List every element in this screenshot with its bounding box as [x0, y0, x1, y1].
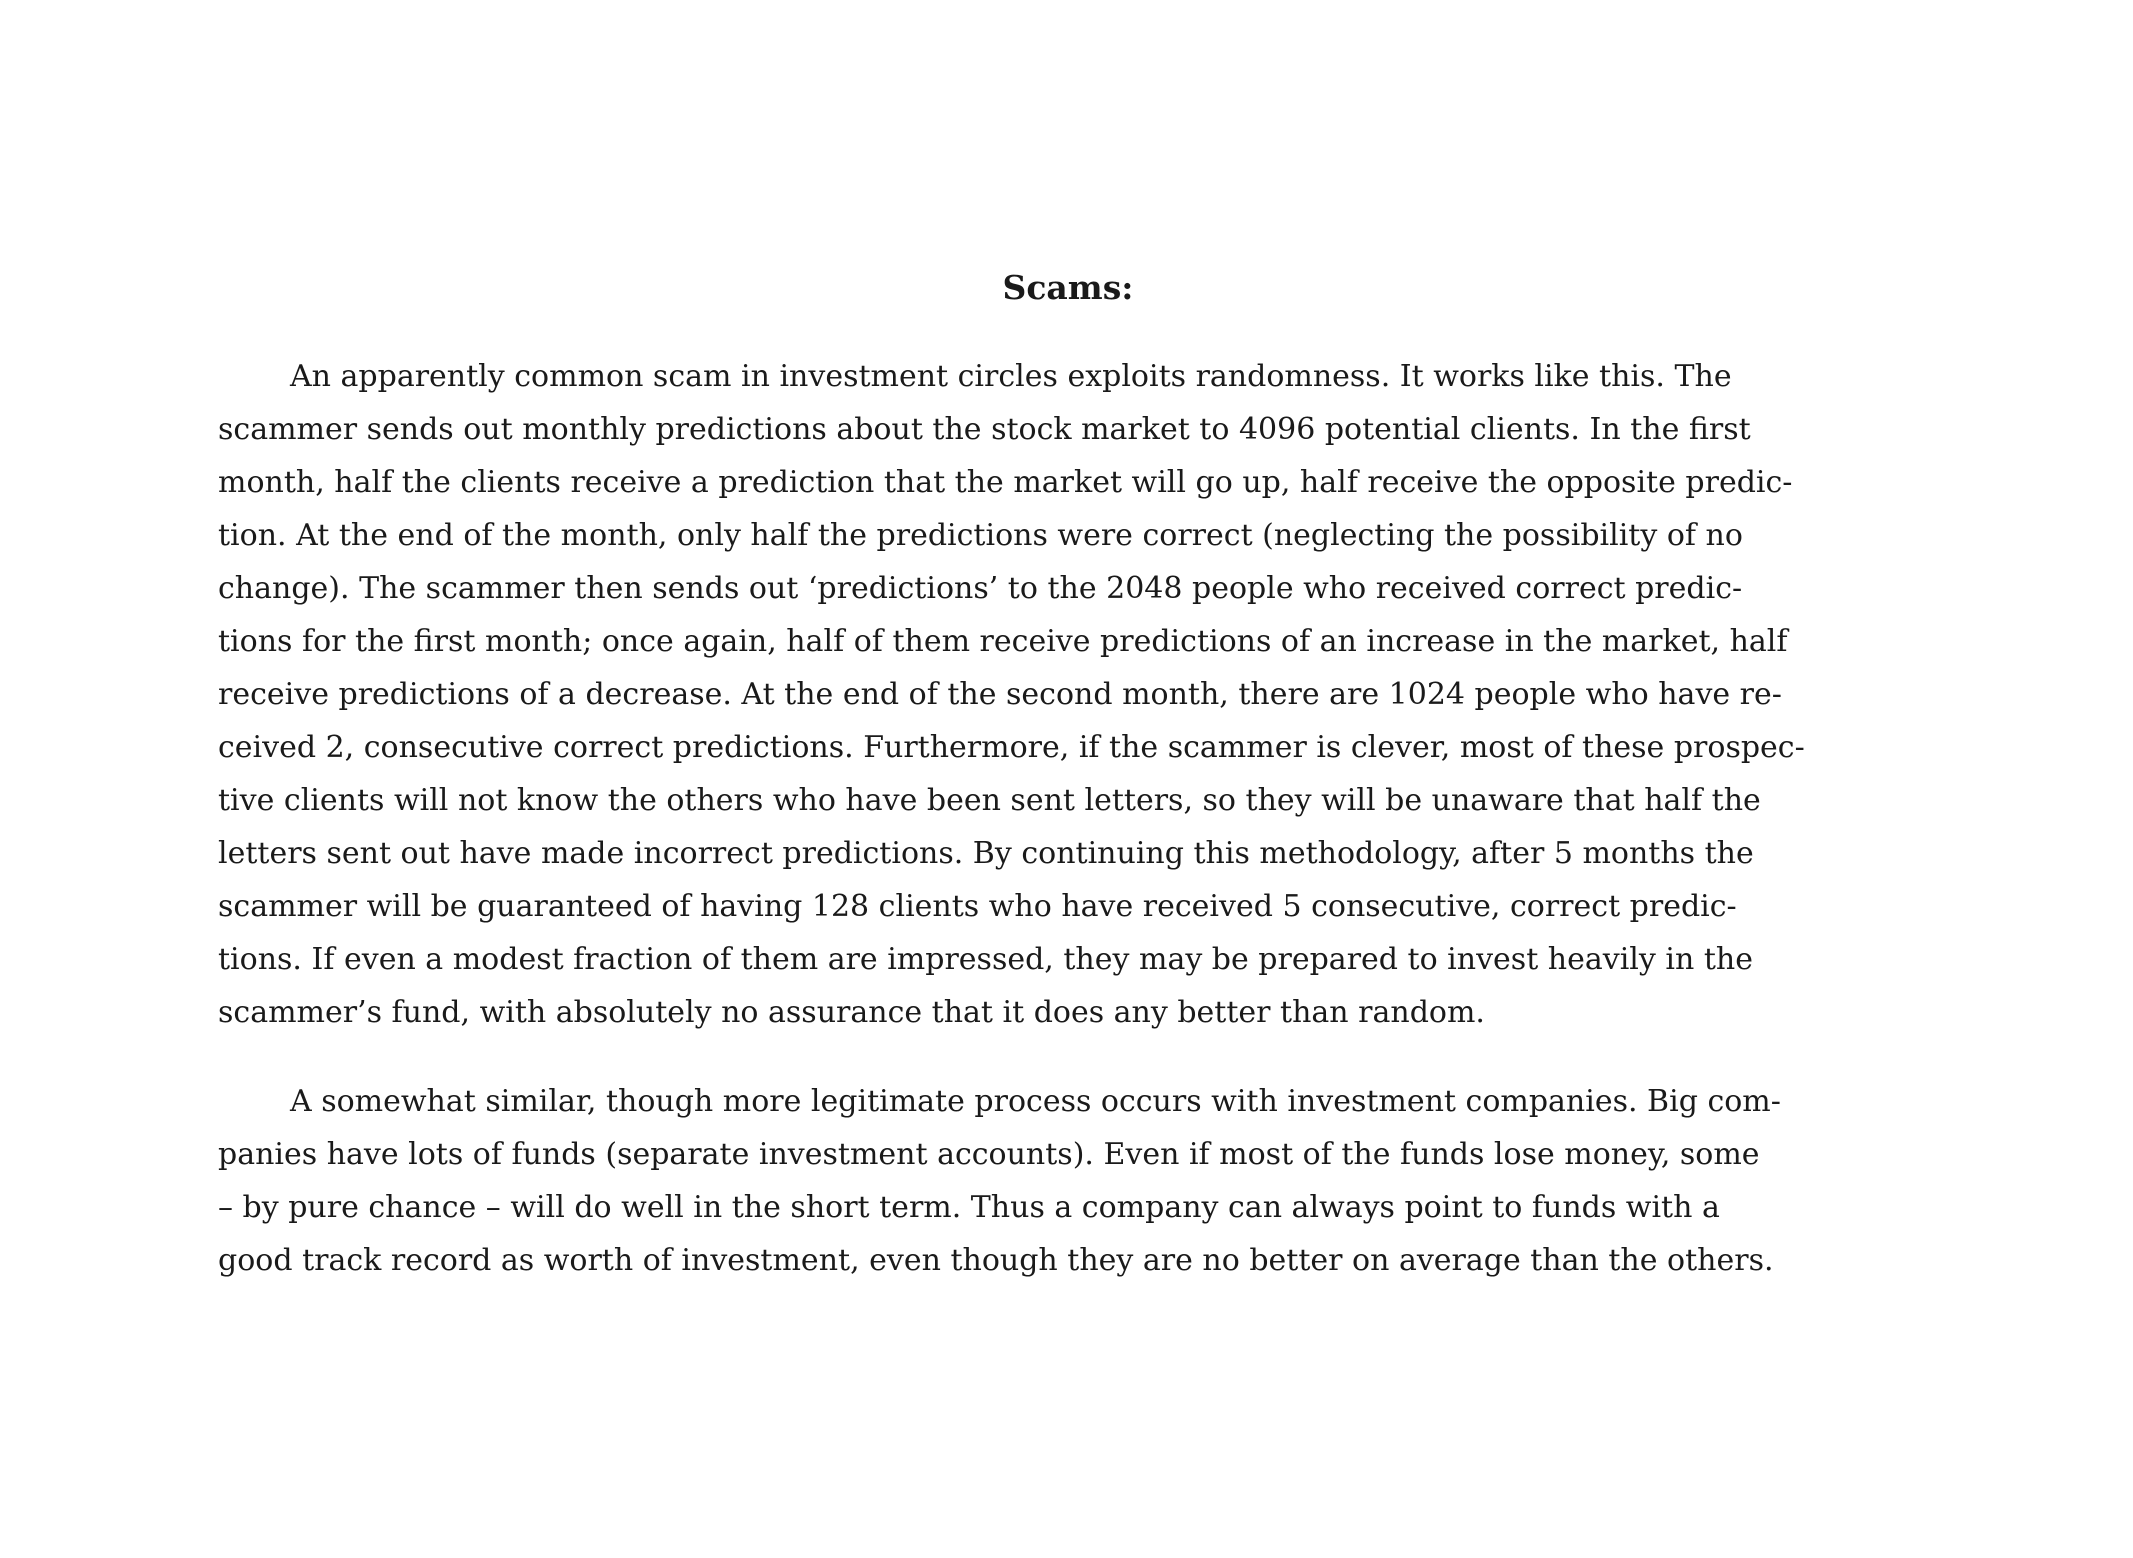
text-line: tion. At the end of the month, only half the predictions were correct (neglecting the possibility of no — [218, 518, 1743, 553]
text-line: month, half the clients receive a prediction that the market will go up, half receive the opposite predic- — [218, 465, 1793, 500]
text-line: change). The scammer then sends out ‘predictions’ to the 2048 people who received correct predic- — [218, 571, 1743, 606]
document-body — [218, 350, 1918, 1287]
text-line: tions for the first month; once again, half of them receive predictions of an increase in the market, half — [218, 624, 1788, 659]
document-content — [218, 268, 1918, 1287]
text-line: scammer’s fund, with absolutely no assurance that it does any better than random. — [218, 995, 1485, 1030]
text-line: good track record as worth of investment, even though they are no better on average than the others. — [218, 1243, 1774, 1278]
text-line: ceived 2, consecutive correct predictions. Furthermore, if the scammer is clever, most of these prospec- — [218, 730, 1805, 765]
text-line: tive clients will not know the others who have been sent letters, so they will be unaware that half the — [218, 783, 1761, 818]
text-line: A somewhat similar, though more legitimate process occurs with investment companies. Big com- — [290, 1084, 1781, 1119]
text-line: An apparently common scam in investment circles exploits randomness. It works like this. The — [290, 359, 1732, 394]
text-line: receive predictions of a decrease. At the end of the second month, there are 1024 people who have re- — [218, 677, 1782, 712]
paragraph — [218, 1075, 1918, 1287]
text-line: tions. If even a modest fraction of them are impressed, they may be prepared to invest heavily in the — [218, 942, 1753, 977]
text-line: panies have lots of funds (separate investment accounts). Even if most of the funds lose money, some — [218, 1137, 1760, 1172]
text-line: scammer will be guaranteed of having 128 clients who have received 5 consecutive, correct predic- — [218, 889, 1737, 924]
text-line: – by pure chance – will do well in the short term. Thus a company can always point to funds with a — [218, 1190, 1720, 1225]
text-line: letters sent out have made incorrect predictions. By continuing this methodology, after 5 months the — [218, 836, 1754, 871]
text-line: scammer sends out monthly predictions about the stock market to 4096 potential clients. In the first — [218, 412, 1751, 447]
paragraph — [218, 350, 1918, 1039]
document-title: Scams: — [1002, 268, 1134, 307]
